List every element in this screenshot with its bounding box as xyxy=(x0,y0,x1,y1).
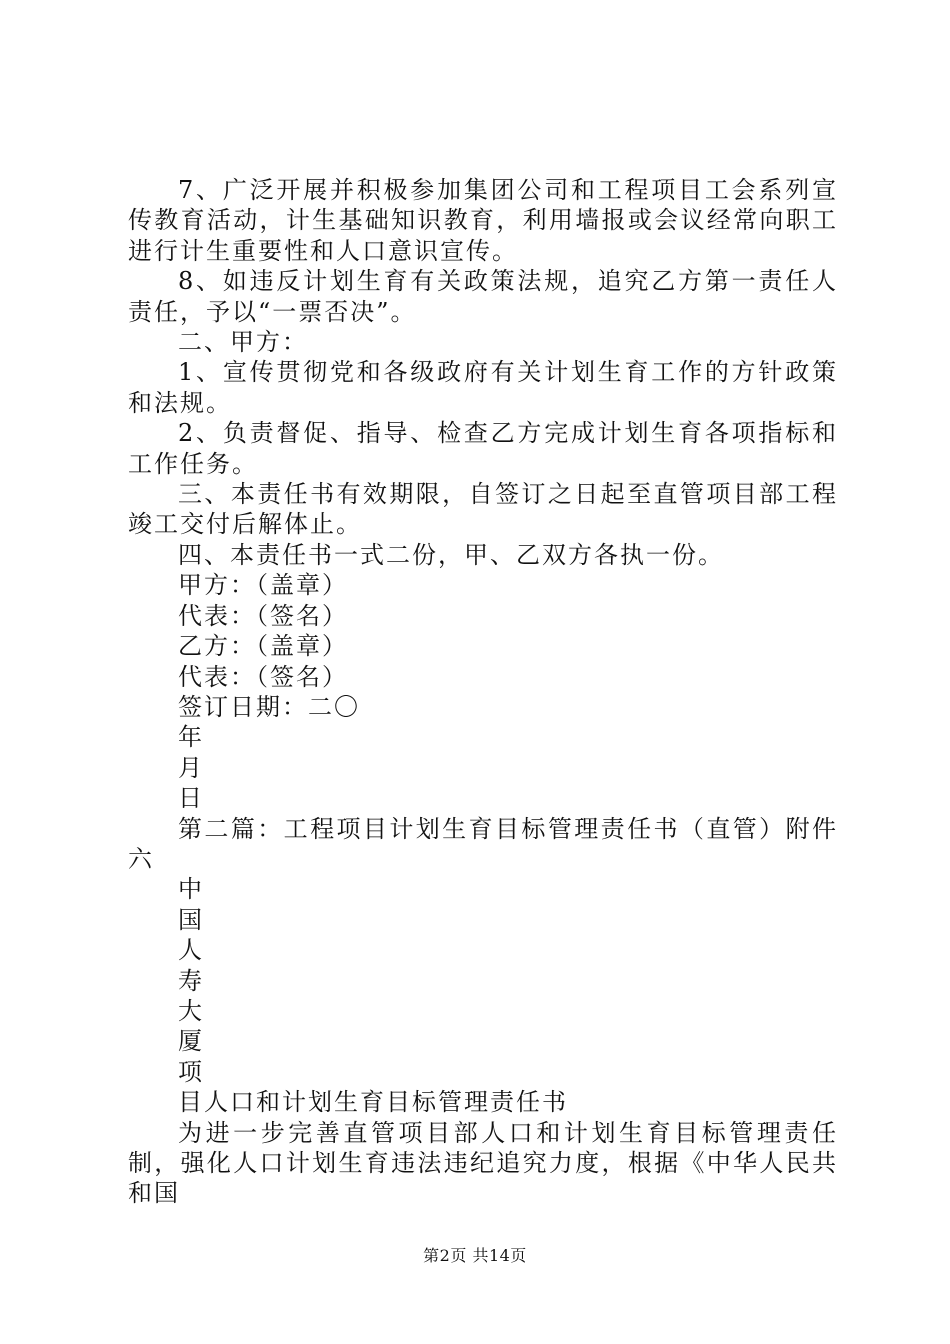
signing-date-month: 月 xyxy=(178,753,204,782)
vertical-char: 项 xyxy=(178,1057,204,1086)
paragraph-copies: 四、本责任书一式二份，甲、乙双方各执一份。 xyxy=(178,540,724,569)
vertical-char: 中 xyxy=(178,875,204,904)
signature-party-a: 甲方：（盖章） xyxy=(178,571,348,600)
vertical-char: 人 xyxy=(178,936,204,965)
signing-date: 签订日期：二〇 xyxy=(178,692,360,721)
document-title-line: 目人口和计划生育目标管理责任书 xyxy=(178,1088,568,1117)
paragraph-item-8: 8、如违反计划生育有关政策法规，追究乙方第一责任人责任，予以“一票否决”。 xyxy=(128,267,838,326)
vertical-char: 寿 xyxy=(178,966,204,995)
chapter-title: 第二篇：工程项目计划生育目标管理责任书（直管）附件六 xyxy=(128,814,838,873)
section-heading-party-a: 二、甲方： xyxy=(178,328,308,357)
paragraph-item-7: 7、广泛开展并积极参加集团公司和工程项目工会系列宣传教育活动，计生基础知识教育，利用墙报或会议经常向职工进行计生重要性和人口意识宣传。 xyxy=(128,176,838,265)
paragraph-party-a-2: 2、负责督促、指导、检查乙方完成计划生育各项指标和工作任务。 xyxy=(128,419,838,478)
signature-party-b: 乙方：（盖章） xyxy=(178,632,348,661)
paragraph-party-a-1: 1、宣传贯彻党和各级政府有关计划生育工作的方针政策和法规。 xyxy=(128,358,838,417)
vertical-char: 大 xyxy=(178,996,204,1025)
page-footer: 第2页 共14页 xyxy=(423,1246,527,1265)
signing-date-day: 日 xyxy=(178,784,204,813)
intro-paragraph: 为进一步完善直管项目部人口和计划生育目标管理责任制，强化人口计划生育违法违纪追究力度，根据《中华人民共和国 xyxy=(128,1118,838,1208)
document-body xyxy=(128,175,838,1209)
signature-rep-b: 代表：（签名） xyxy=(178,662,348,691)
signature-rep-a: 代表：（签名） xyxy=(178,601,348,630)
vertical-char: 国 xyxy=(178,905,204,934)
vertical-char: 厦 xyxy=(178,1027,204,1056)
paragraph-validity: 三、本责任书有效期限，自签订之日起至直管项目部工程竣工交付后解体止。 xyxy=(128,480,838,539)
signing-date-year: 年 xyxy=(178,723,204,752)
